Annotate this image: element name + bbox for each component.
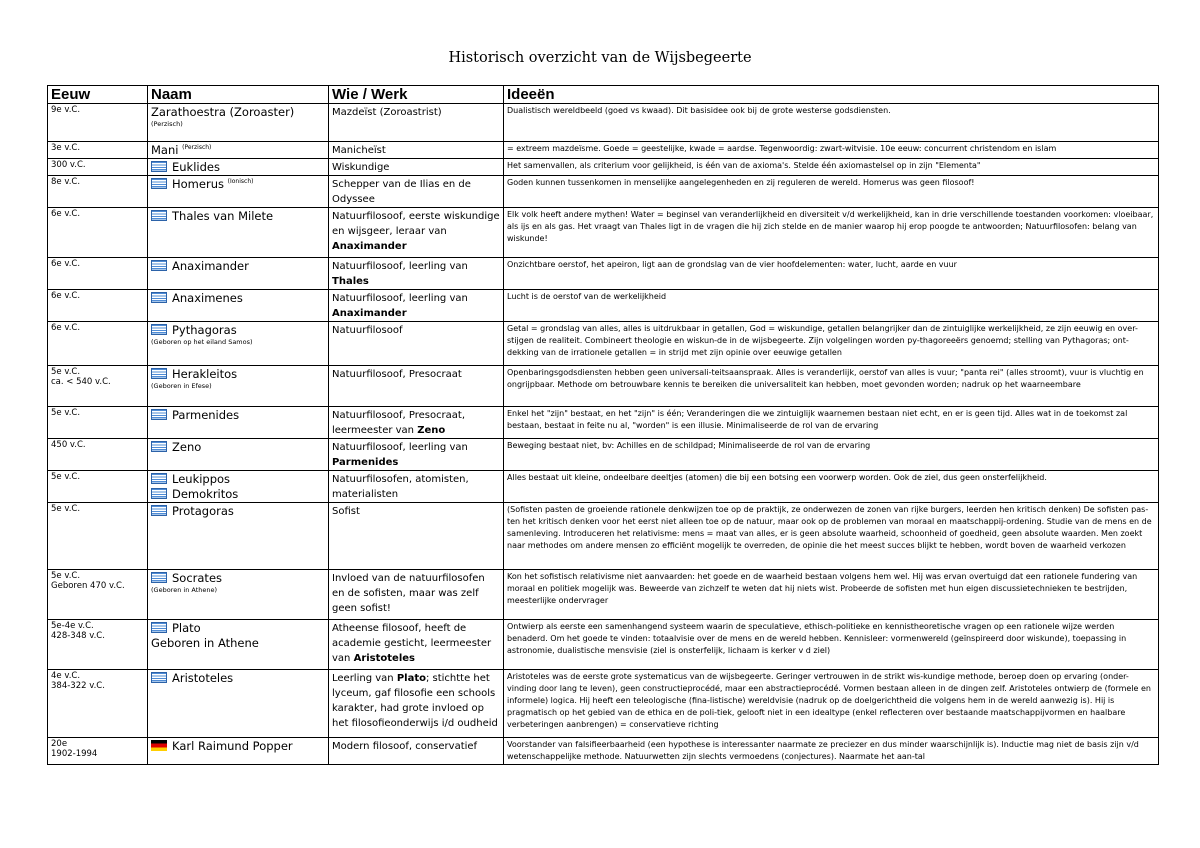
cell-eeuw (48, 439, 148, 471)
wie-text: Natuurfilosoof (332, 325, 403, 336)
eeuw-line: 6e v.C. (51, 259, 81, 269)
eeuw-line: 8e v.C. (51, 177, 81, 187)
wie-text: Schepper van de Ilias en de Odyssee (332, 179, 471, 205)
cell-wie-werk (329, 738, 504, 765)
naam-line (151, 571, 325, 586)
birthplace-note: (Geboren in Athene) (151, 586, 218, 594)
cell-eeuw (48, 159, 148, 176)
table-row (48, 407, 1159, 439)
eeuw-line: 384-322 v.C. (51, 681, 105, 691)
eeuw-line: 300 v.C. (51, 160, 86, 170)
cell-eeuw (48, 142, 148, 159)
table-row (48, 208, 1159, 258)
cell-ideeen: Aristoteles was de eerste grote systematicus van de wijsbegeerte. Geringer vertrouwen in de strikt wis-kundige methode, beroep doen op ervaring (onder-vinding door lang te leven), geen constructieprocédé, maar een abstractieprocédé. Vormen bestaan alleen in de dingen zelf. Aristoteles ontwierp de (formele en informele) logica. Hij heeft een teleologische (fina-listische) wereldvisie (nadruk op de doelgerichtheid die volgens hem in de wereld aanwezig is). Hij is pragmatisch op het gebied van de ethica en de poli-tiek, gelooft niet in een idealtype (enkel reflecteren over bestaande maatschappijvormen en haalbare verbeteringen aanbrengen) = conservatieve richting (504, 670, 1159, 738)
cell-wie-werk (329, 471, 504, 503)
cell-ideeen: Het samenvallen, als criterium voor gelijkheid, is één van de axioma's. Stelde één axiomastelsel op in zijn "Elementa" (504, 159, 1159, 176)
greece-flag-icon (151, 210, 167, 221)
wie-text: Sofist (332, 506, 360, 517)
cell-naam (148, 570, 329, 620)
table-row (48, 176, 1159, 208)
philosopher-name: Demokritos (172, 487, 239, 501)
birthplace-note: (Perzisch) (151, 120, 183, 128)
wie-text: Atheense filosoof, heeft de academie gesticht, leermeester van (332, 623, 492, 664)
greece-flag-icon (151, 292, 167, 303)
cell-naam (148, 407, 329, 439)
cell-ideeen: Dualistisch wereldbeeld (goed vs kwaad). Dit basisidee ook bij de grote westerse godsdiensten. (504, 104, 1159, 142)
naam-line (151, 487, 325, 502)
table-row (48, 366, 1159, 407)
naam-line (151, 367, 325, 382)
cell-naam (148, 503, 329, 570)
philosophy-table (47, 85, 1159, 765)
cell-naam (148, 471, 329, 503)
philosopher-name: Leukippos (172, 472, 231, 486)
naam-line (151, 209, 325, 224)
eeuw-line: 6e v.C. (51, 323, 81, 333)
philosopher-name: Mani (151, 143, 179, 157)
name-origin-note: (Ionisch) (227, 178, 254, 186)
wie-text: Natuurfilosoof, leerling van (332, 442, 468, 453)
table-row (48, 104, 1159, 142)
cell-wie-werk (329, 104, 504, 142)
cell-ideeen: Onzichtbare oerstof, het apeiron, ligt aan de grondslag van de vier hoofdelementen: water, lucht, aarde en vuur (504, 258, 1159, 290)
eeuw-line: 5e v.C. (51, 408, 81, 418)
philosopher-name: Karl Raimund Popper (172, 739, 293, 753)
philosopher-name: Zeno (172, 440, 202, 454)
wie-text: Manicheïst (332, 145, 386, 156)
cell-wie-werk (329, 570, 504, 620)
table-row (48, 620, 1159, 670)
cell-naam (148, 738, 329, 765)
eeuw-line: 5e v.C. (51, 504, 81, 514)
greece-flag-icon (151, 622, 167, 633)
wie-text: Wiskundige (332, 162, 390, 173)
birthplace-note: Geboren in Athene (151, 636, 259, 650)
greece-flag-icon (151, 409, 167, 420)
cell-wie-werk (329, 407, 504, 439)
eeuw-line: 450 v.C. (51, 440, 86, 450)
header-wie-werk: Wie / Werk (329, 86, 504, 104)
greece-flag-icon (151, 178, 167, 189)
greece-flag-icon (151, 260, 167, 271)
cell-wie-werk (329, 366, 504, 407)
cell-naam (148, 322, 329, 366)
wie-text: Invloed van de natuurfilosofen en de sofisten, maar was zelf geen sofist! (332, 573, 485, 614)
philosopher-name: Aristoteles (172, 671, 234, 685)
greece-flag-icon (151, 473, 167, 484)
cell-naam (148, 670, 329, 738)
eeuw-line: 428-348 v.C. (51, 631, 105, 641)
cell-ideeen: Kon het sofistisch relativisme niet aanvaarden: het goede en de waarheid bestaan volgens hem wel. Hij was ervan overtuigd dat een rationele fundering van moraal en politiek mogelijk was. Beweerde van zichzelf te weten dat hij niets wist. Probeerde de sofisten met hun eigen discussietechnieken te bestrijden, meesterlijke ondervrager (504, 570, 1159, 620)
eeuw-line: ca. < 540 v.C. (51, 377, 111, 387)
related-philosopher: Zeno (417, 425, 446, 436)
eeuw-line: 20e (51, 739, 68, 749)
naam-line (151, 504, 325, 519)
philosopher-name: Plato (172, 621, 201, 635)
naam-line (151, 160, 325, 175)
cell-eeuw (48, 258, 148, 290)
table-row (48, 570, 1159, 620)
cell-naam (148, 142, 329, 159)
germany-flag-icon (151, 740, 167, 751)
cell-naam (148, 290, 329, 322)
eeuw-line: Geboren 470 v.C. (51, 581, 125, 591)
cell-wie-werk (329, 258, 504, 290)
table-row (48, 670, 1159, 738)
cell-wie-werk (329, 290, 504, 322)
cell-wie-werk (329, 503, 504, 570)
philosopher-name: Herakleitos (172, 367, 238, 381)
name-origin-note: (Perzisch) (182, 144, 212, 152)
naam-line (151, 143, 325, 158)
eeuw-line: 6e v.C. (51, 291, 81, 301)
page-title: Historisch overzicht van de Wijsbegeerte (448, 50, 752, 66)
greece-flag-icon (151, 572, 167, 583)
wie-text: Natuurfilosoof, Presocraat (332, 369, 462, 380)
eeuw-line: 5e v.C. (51, 472, 81, 482)
eeuw-line: 3e v.C. (51, 143, 81, 153)
wie-text: Natuurfilosoof, eerste wiskundige en wijsgeer, leraar van (332, 211, 500, 237)
naam-line (151, 472, 325, 487)
wie-text: Natuurfilosofen, atomisten, materialisten (332, 474, 469, 500)
cell-ideeen: Goden kunnen tussenkomen in menselijke aangelegenheden en zij reguleren de wereld. Homerus was geen filosoof! (504, 176, 1159, 208)
cell-eeuw (48, 738, 148, 765)
naam-line (151, 739, 325, 754)
wie-text: Natuurfilosoof, leerling van (332, 293, 468, 304)
cell-eeuw (48, 471, 148, 503)
greece-flag-icon (151, 505, 167, 516)
wie-text: Mazdeïst (Zoroastrist) (332, 107, 442, 118)
cell-eeuw (48, 407, 148, 439)
greece-flag-icon (151, 324, 167, 335)
birthplace-note: (Geboren in Efese) (151, 382, 212, 390)
cell-wie-werk (329, 159, 504, 176)
cell-wie-werk (329, 142, 504, 159)
table-row (48, 738, 1159, 765)
cell-wie-werk (329, 620, 504, 670)
philosopher-name: Anaximander (172, 259, 249, 273)
table-row (48, 503, 1159, 570)
philosopher-name: Pythagoras (172, 323, 237, 337)
related-philosopher: Thales (332, 276, 369, 287)
cell-ideeen: Enkel het "zijn" bestaat, en het "zijn" is één; Veranderingen die we zintuiglijk waarnemen bestaan niet echt, en er is geen tijd. Alles wat in de toekomst zal bestaan, bestaat in feite nu al, "worden" is een illusie. Minimaliseerde de rol van de ervaring (504, 407, 1159, 439)
philosopher-name: Anaximenes (172, 291, 243, 305)
eeuw-line: 5e v.C. (51, 367, 81, 377)
philosopher-name: Thales van Milete (172, 209, 274, 223)
cell-wie-werk (329, 670, 504, 738)
eeuw-line: 6e v.C. (51, 209, 81, 219)
wie-text: Natuurfilosoof, Presocraat, leermeester van (332, 410, 466, 436)
philosopher-name: Zarathoestra (Zoroaster) (151, 105, 295, 119)
wie-text: Modern filosoof, conservatief (332, 741, 478, 752)
cell-eeuw (48, 104, 148, 142)
cell-ideeen: (Sofisten pasten de groeiende rationele denkwijzen toe op de praktijk, ze onderwezen de zonen van rijke burgers, leerden hen kritisch denken) De sofisten pas-ten het kritisch denken voor het eerst niet alleen toe op de natuur, maar ook op de problemen van moraal en maatschappij-ordening. Studie van de mens en de samenleving. Introduceren het relativisme: mens = maat van alles, er is geen absolute waarheid, schoonheid of goedheid, geen absolute waarden. Men zoekt naar methodes om andere mensen zo efficiënt mogelijk te overreden, de opinie die het meest succes blijkt te hebben, wordt boven de waarheid verkozen (504, 503, 1159, 570)
greece-flag-icon (151, 672, 167, 683)
table-row (48, 142, 1159, 159)
cell-eeuw (48, 322, 148, 366)
philosopher-name: Homerus (172, 177, 224, 191)
naam-line (151, 323, 325, 338)
cell-ideeen: Alles bestaat uit kleine, ondeelbare deeltjes (atomen) die bij een botsing een voorwerp worden. Ook de ziel, dus geen onsterfelijkheid. (504, 471, 1159, 503)
cell-ideeen: Beweging bestaat niet, bv: Achilles en de schildpad; Minimaliseerde de rol van de ervaring (504, 439, 1159, 471)
cell-ideeen: Lucht is de oerstof van de werkelijkheid (504, 290, 1159, 322)
philosopher-name: Socrates (172, 571, 223, 585)
eeuw-line: 9e v.C. (51, 105, 81, 115)
cell-wie-werk (329, 176, 504, 208)
cell-wie-werk (329, 322, 504, 366)
table-row (48, 290, 1159, 322)
table-row (48, 258, 1159, 290)
header-ideeen: Ideeën (504, 86, 1159, 104)
cell-naam (148, 176, 329, 208)
cell-eeuw (48, 570, 148, 620)
cell-ideeen: Getal = grondslag van alles, alles is uitdrukbaar in getallen, God = wiskundige, getallen belangrijker dan de zintuiglijke werkelijkheid, ze zijn eeuwig en over-stijgen de realiteit. Combineert theologie en wiskun-de in de wijsbegeerte. Zijn volgelingen worden py-thagoreeërs genoemd; stelling van Pythagoras; ont-dekking van de irrationele getallen = in strijd met zijn opinie over eeuwige getallen (504, 322, 1159, 366)
cell-eeuw (48, 208, 148, 258)
header-naam: Naam (148, 86, 329, 104)
wie-text: Natuurfilosoof, leerling van (332, 261, 468, 272)
table-body (48, 104, 1159, 765)
wie-text: Leerling van (332, 673, 394, 684)
cell-naam (148, 366, 329, 407)
related-philosopher: Anaximander (332, 308, 407, 319)
cell-naam (148, 208, 329, 258)
table-header-row (48, 86, 1159, 104)
table-row (48, 159, 1159, 176)
wie-text: ; stichtte het lyceum, gaf filosofie een schools karakter, had grote invloed op het filosofieonderwijs i/d oudheid (332, 673, 498, 729)
cell-ideeen: = extreem mazdeïsme. Goede = geestelijke, kwade = aardse. Tegenwoordig: zwart-witvisie. 10e eeuw: concurrent christendom en islam (504, 142, 1159, 159)
cell-eeuw (48, 290, 148, 322)
cell-eeuw (48, 176, 148, 208)
cell-ideeen: Voorstander van falsifieerbaarheid (een hypothese is interessanter naarmate ze preciezer en dus minder waarschijnlijk is). Inductie mag niet de basis zijn v/d wetenschappelijke methode. Natuurwetten zijn slechts vermoedens (conjectures). Naarmate het aan-tal (504, 738, 1159, 765)
naam-line (151, 105, 325, 120)
birthplace-note: (Geboren op het eiland Samos) (151, 338, 253, 346)
cell-ideeen: Elk volk heeft andere mythen! Water = beginsel van veranderlijkheid en diversiteit v/d werkelijkheid, kan in drie verschillende toestanden voorkomen: vloeibaar, als ijs en als gas. Het vraagt van Thales ligt in de vragen die hij zich stelde en de manier waarop hij erop poogde te antwoorden; Natuurfilosofen: belang van wiskunde! (504, 208, 1159, 258)
cell-naam (148, 104, 329, 142)
cell-ideeen: Ontwierp als eerste een samenhangend systeem waarin de speculatieve, ethisch-politieke en kennistheoretische vragen op een rationele wijze werden benaderd. Om het goede te vinden: totaalvisie over de mens en de wereld hebben. Kennisleer: vormenwereld (geïnspireerd door wiskunde), toepassing in astronomie, dualistische mensvisie (ziel is onsterfelijk, lichaam is kerker v d ziel) (504, 620, 1159, 670)
naam-line (151, 177, 325, 192)
naam-line (151, 291, 325, 306)
naam-line (151, 408, 325, 423)
cell-eeuw (48, 366, 148, 407)
table-row (48, 322, 1159, 366)
related-philosopher: Aristoteles (353, 653, 416, 664)
greece-flag-icon (151, 368, 167, 379)
related-philosopher: Parmenides (332, 457, 399, 468)
cell-eeuw (48, 670, 148, 738)
table-row (48, 439, 1159, 471)
naam-line (151, 259, 325, 274)
cell-wie-werk (329, 208, 504, 258)
cell-ideeen: Openbaringsgodsdiensten hebben geen universali-teitsaanspraak. Alles is veranderlijk, oerstof van alles is vuur; "panta rei" (alles stroomt), vuur is vluchtig en ongrijpbaar. Methode om betrouwbare kennis te bereiken die universaliteit kan hebben, moet gevonden worden; nadruk op het waarneembare (504, 366, 1159, 407)
greece-flag-icon (151, 488, 167, 499)
naam-line (151, 621, 325, 636)
philosopher-name: Protagoras (172, 504, 234, 518)
cell-eeuw (48, 503, 148, 570)
greece-flag-icon (151, 441, 167, 452)
philosopher-name: Parmenides (172, 408, 240, 422)
eeuw-line: 1902-1994 (51, 749, 98, 759)
header-eeuw: Eeuw (48, 86, 148, 104)
cell-naam (148, 620, 329, 670)
cell-eeuw (48, 620, 148, 670)
naam-line (151, 440, 325, 455)
eeuw-line: 5e-4e v.C. (51, 621, 94, 631)
philosopher-name: Euklides (172, 160, 220, 174)
greece-flag-icon (151, 161, 167, 172)
eeuw-line: 5e v.C. (51, 571, 81, 581)
cell-naam (148, 159, 329, 176)
naam-line (151, 671, 325, 686)
eeuw-line: 4e v.C. (51, 671, 81, 681)
cell-naam (148, 439, 329, 471)
cell-naam (148, 258, 329, 290)
related-philosopher: Anaximander (332, 241, 407, 252)
cell-wie-werk (329, 439, 504, 471)
related-philosopher: Plato (396, 673, 426, 684)
table-row (48, 471, 1159, 503)
